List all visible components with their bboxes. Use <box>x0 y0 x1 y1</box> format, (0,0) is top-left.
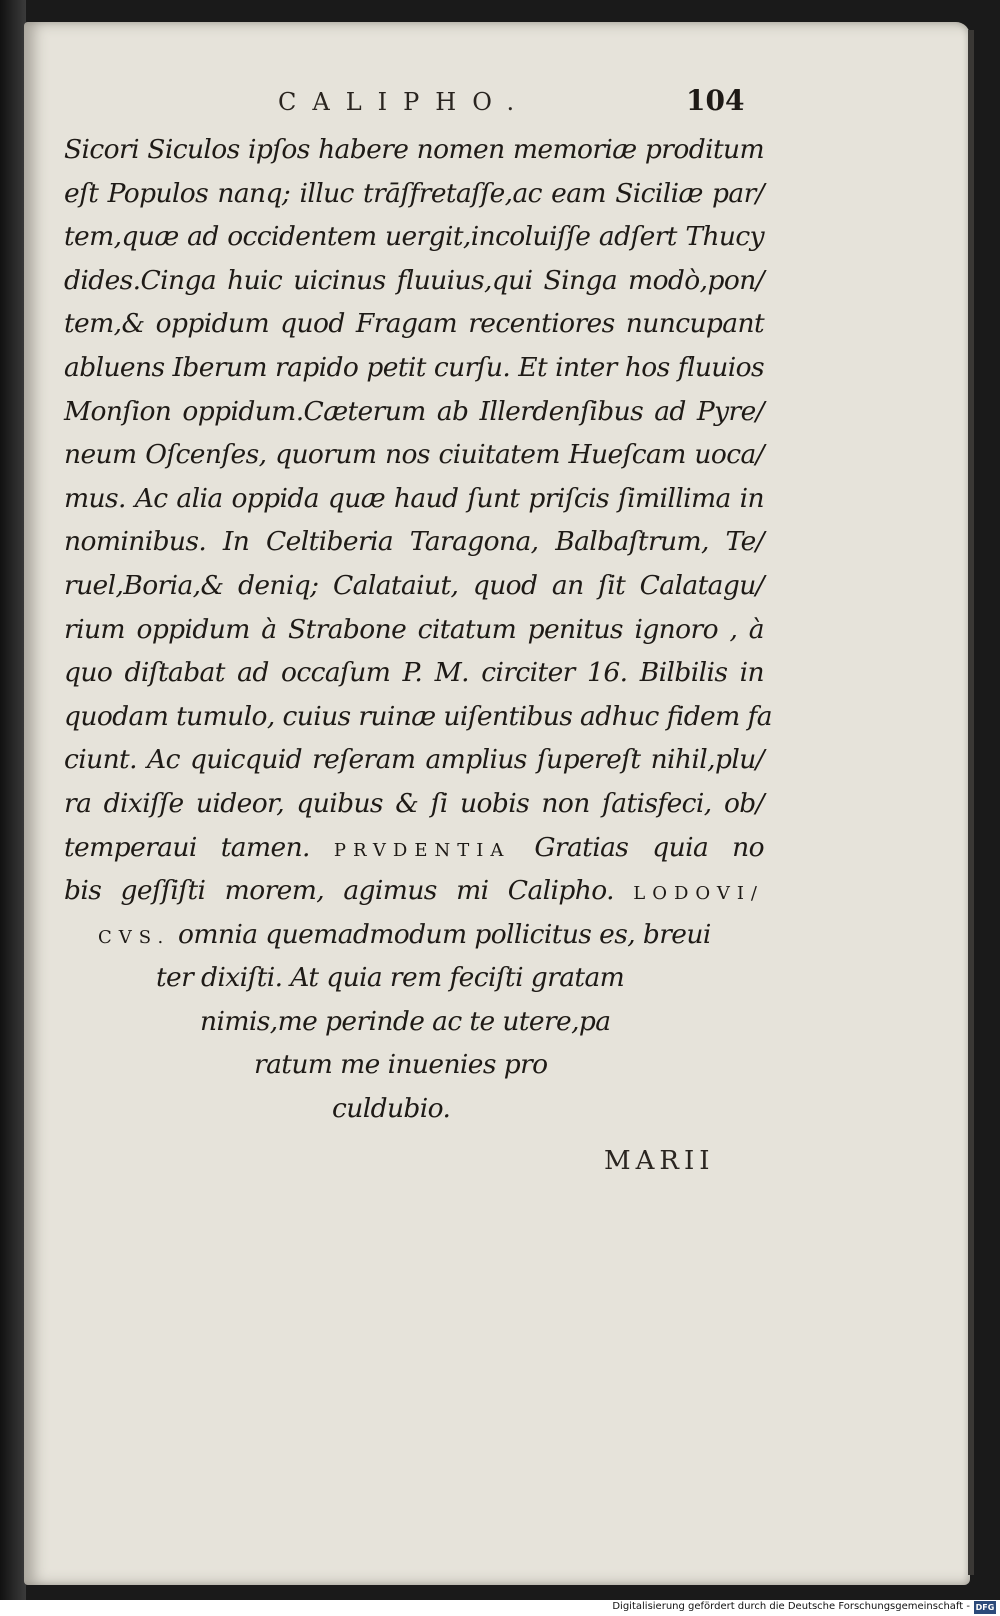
text-line: abluens Iberum rapido petit curſu. Et inter hos fluuios <box>64 351 764 383</box>
dfg-logo: DFG <box>975 1603 995 1612</box>
text-line: neum Oſcenſes, quorum nos ciuitatem Hueſcam uoca/ <box>64 439 764 471</box>
text-line: ruel,Boria,& deniq; Calataiut, quod an ſit Calatagu/ <box>64 569 764 601</box>
speaker-name: PRVDENTIA <box>333 839 511 861</box>
text-line: tem,& oppidum quod Fragam recentiores nuncupant <box>64 308 764 340</box>
text-line: nimis,me perinde ac te utere,pa <box>200 1005 611 1037</box>
text-line: temperaui tamen. PRVDENTIA Gratias quia no <box>64 831 764 863</box>
text-line: mus. Ac alia oppida quæ haud ſunt priſcis ſimillima in <box>64 482 764 514</box>
catchword: MARII <box>604 1146 715 1176</box>
text-line: tem,quæ ad occidentem uergit,incoluiſſe adſert Thucy <box>64 221 764 253</box>
text-line: Monſion oppidum.Cæterum ab Illerdenſibus ad Pyre/ <box>64 395 764 427</box>
page-number: 104 <box>686 84 745 117</box>
text-line: quodam tumulo, cuius ruinæ uiſentibus adhuc fidem fa <box>64 700 772 732</box>
book-binding-edge <box>0 0 26 1600</box>
text-line: rium oppidum à Strabone citatum penitus ignoro , à <box>64 613 764 645</box>
text-line: ra dixiſſe uideor, quibus & ſi uobis non ſatisfeci, ob/ <box>64 787 764 819</box>
text-line: ter dixiſti. At quia rem feciſti gratam <box>156 962 625 994</box>
text-line: nominibus. In Celtiberia Taragona, Balbaſtrum, Te/ <box>64 526 764 558</box>
text-line: bis geſſiſti morem, agimus mi Calipho. LODOVI/ <box>64 875 764 907</box>
text-line: eſt Populos nanq; illuc trāſfretaſſe,ac eam Siciliæ par/ <box>64 177 764 209</box>
text-line: CVS. omnia quemadmodum pollicitus es, breui <box>98 918 711 950</box>
page-header <box>0 84 1000 128</box>
text-line: culdubio. <box>332 1093 451 1125</box>
text-line: ratum me inuenies pro <box>254 1049 548 1081</box>
running-head: CALIPHO. <box>278 88 531 116</box>
text-line: ciunt. Ac quicquid reſeram amplius ſupereſt nihil,plu/ <box>64 744 764 776</box>
text-line: quo diſtabat ad occaſum P. M. circiter 16. Bilbilis in <box>64 657 764 689</box>
body-text <box>64 128 772 1131</box>
text-line: dides.Cinga huic uicinus fluuius,qui Singa modò,pon/ <box>64 264 764 296</box>
page-edge-shadow <box>968 30 974 1575</box>
speaker-name: LODOVI/ <box>633 883 764 905</box>
text-line: Sicori Siculos ipſos habere nomen memoriæ proditum <box>64 134 764 165</box>
digitization-credit: Digitalisierung gefördert durch die Deutsche Forschungsgemeinschaft - <box>612 1601 970 1612</box>
speaker-name: CVS. <box>98 926 171 948</box>
